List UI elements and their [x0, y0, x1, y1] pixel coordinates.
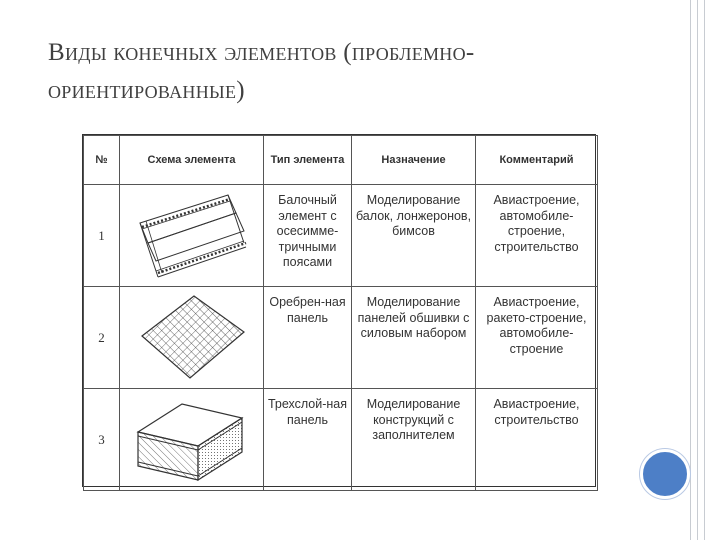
header-comment: Комментарий	[476, 136, 598, 185]
scheme-cell	[120, 287, 264, 389]
purpose-cell	[352, 287, 476, 389]
table-row	[84, 287, 598, 389]
type-text: Трехслой-ная панель	[267, 397, 348, 427]
decorative-circle	[640, 449, 690, 499]
header-purpose: Назначение	[352, 136, 476, 185]
type-cell	[264, 389, 352, 491]
purpose-cell	[352, 389, 476, 491]
row-number: 3	[84, 389, 120, 491]
slide-title-line-2: ориентированные)	[48, 77, 245, 104]
row-number: 1	[84, 185, 120, 287]
scheme-cell	[120, 389, 264, 491]
ribbed-panel-icon	[132, 292, 252, 384]
scheme-cell	[120, 185, 264, 287]
slide-title-line-1: Виды конечных элементов (проблемно-	[48, 39, 475, 66]
frame-line-2	[697, 0, 698, 540]
type-text: Оребрен-ная панель	[269, 295, 346, 325]
sandwich-panel-icon	[132, 394, 252, 486]
comment-text: Авиастроение, ракето-строение, автомобиле-строение	[486, 295, 587, 356]
comment-text: Авиастроение, строительство	[493, 397, 580, 427]
type-text: Балочный элемент с осесимме-тричными поясами	[276, 193, 339, 269]
frame-line-3	[704, 0, 705, 540]
purpose-text: Моделирование конструкций с заполнителем	[366, 397, 461, 442]
header-scheme: Схема элемента	[120, 136, 264, 185]
comment-text: Авиастроение, автомобиле-строение, строительство	[493, 193, 580, 254]
type-cell	[264, 185, 352, 287]
comment-cell	[476, 185, 598, 287]
elements-table	[82, 134, 596, 487]
type-cell	[264, 287, 352, 389]
beam-element-icon	[132, 191, 252, 281]
header-type: Тип элемента	[264, 136, 352, 185]
table-row	[84, 185, 598, 287]
table-header-row	[84, 136, 598, 185]
comment-cell	[476, 389, 598, 491]
purpose-text: Моделирование панелей обшивки с силовым набором	[357, 295, 470, 340]
table-row	[84, 389, 598, 491]
purpose-text: Моделирование балок, лонжеронов, бимсов	[355, 193, 472, 238]
row-number: 2	[84, 287, 120, 389]
comment-cell	[476, 287, 598, 389]
frame-line-1	[690, 0, 691, 540]
purpose-cell	[352, 185, 476, 287]
header-num: №	[84, 136, 120, 185]
slide-title	[48, 34, 648, 110]
